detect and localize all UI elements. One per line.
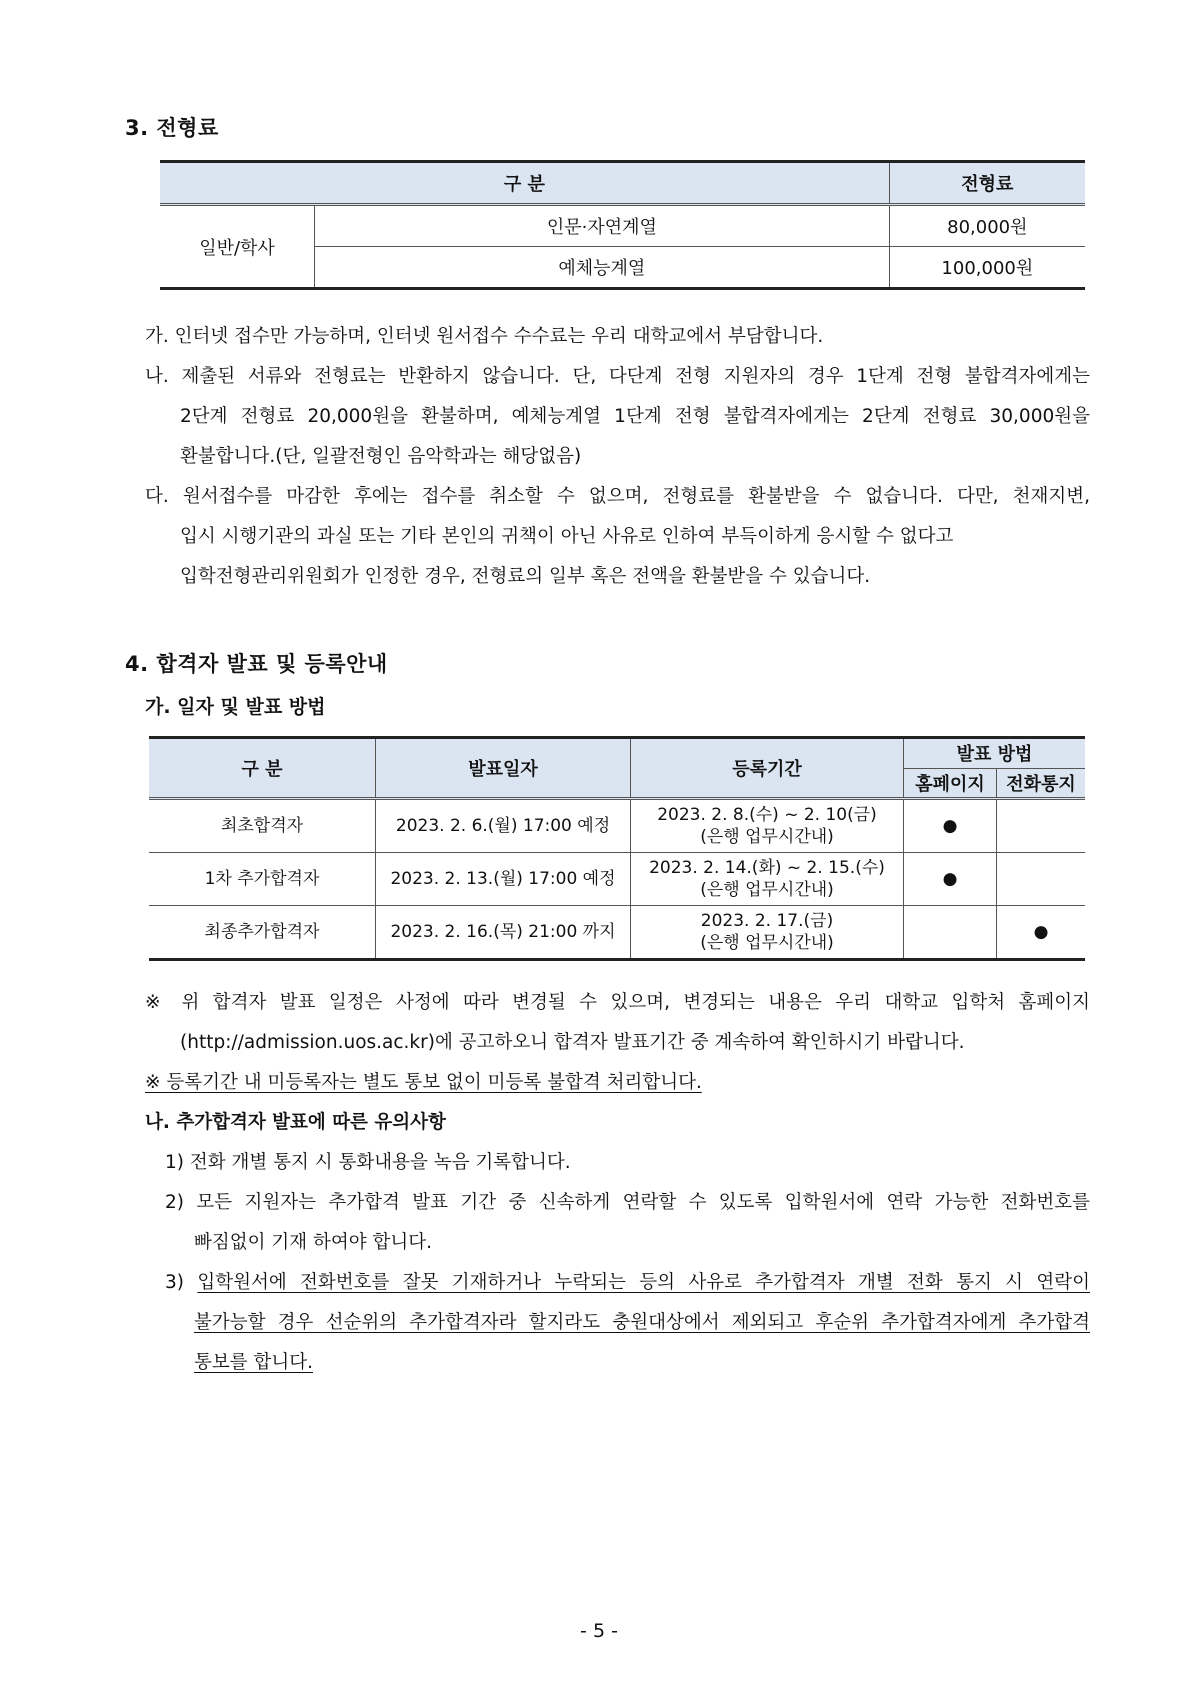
ann-header-date: 발표일자 bbox=[376, 738, 631, 799]
reg-note: (은행 업무시간내) bbox=[700, 827, 834, 847]
remark-text: (http://admission.uos.ac.kr)에 공고하오니 합격자 발표기간 중 계속하여 확인하시기 바랍니다. bbox=[180, 1032, 965, 1053]
note-a bbox=[145, 317, 1090, 357]
ann-header-category: 구 분 bbox=[149, 738, 376, 799]
note-text: 제출된 서류와 전형료는 반환하지 않습니다. 단, 다단계 전형 지원자의 경우 1단계 전형 불합격자에게는 bbox=[181, 366, 1090, 387]
item-text: 모든 지원자는 추가합격 발표 기간 중 신속하게 연락할 수 있도록 입학원서에 연락 가능한 전화번호를 bbox=[196, 1192, 1090, 1213]
row-registration bbox=[631, 853, 904, 906]
fee-header-fee: 전형료 bbox=[889, 162, 1085, 205]
row-date: 2023. 2. 13.(월) 17:00 예정 bbox=[376, 853, 631, 906]
item-text: 불가능할 경우 선순위의 추가합격자라 할지라도 충원대상에서 제외되고 후순위 추가합격자에게 추가합격 bbox=[194, 1312, 1090, 1333]
row-category: 1차 추가합격자 bbox=[149, 853, 376, 906]
remarks bbox=[145, 983, 1090, 1383]
remark-schedule bbox=[145, 983, 1090, 1023]
item-3 bbox=[145, 1263, 1090, 1383]
reg-period: 2023. 2. 14.(화) ~ 2. 15.(수) bbox=[649, 858, 885, 878]
ann-header-phone: 전화통지 bbox=[997, 768, 1086, 799]
note-text: 입시 시행기관의 과실 또는 기타 본인의 귀책이 아닌 사유로 인하여 부득이하게 응시할 수 없다고 bbox=[180, 526, 954, 547]
fee-group-label: 일반/학사 bbox=[160, 205, 315, 289]
ann-header-method: 발표 방법 bbox=[904, 738, 1086, 769]
reg-note: (은행 업무시간내) bbox=[700, 880, 834, 900]
item-text: 빠짐없이 기재 하여야 합니다. bbox=[194, 1232, 432, 1253]
announcement-table bbox=[149, 736, 1085, 961]
section-4-heading: 4. 합격자 발표 및 등록안내 bbox=[125, 652, 388, 676]
item-text: 통보를 합니다. bbox=[194, 1352, 313, 1373]
section-3-heading: 3. 전형료 bbox=[125, 116, 219, 140]
note-marker: 가. bbox=[145, 326, 169, 347]
item-marker: 3) bbox=[165, 1272, 184, 1293]
note-b bbox=[145, 357, 1090, 477]
table-row bbox=[149, 906, 1085, 960]
row-date: 2023. 2. 16.(목) 21:00 까지 bbox=[376, 906, 631, 960]
note-text: 환불합니다.(단, 일괄전형인 음악학과는 해당없음) bbox=[180, 446, 582, 467]
item-text: 전화 개별 통지 시 통화내용을 녹음 기록합니다. bbox=[189, 1152, 571, 1173]
note-text: 인터넷 접수만 가능하며, 인터넷 원서접수 수수료는 우리 대학교에서 부담합니다. bbox=[174, 326, 824, 347]
note-text: 입학전형관리위원회가 인정한 경우, 전형료의 일부 혹은 전액을 환불받을 수 있습니다. bbox=[180, 566, 871, 587]
fee-row-field: 예체능계열 bbox=[315, 247, 890, 289]
table-row bbox=[149, 853, 1085, 906]
item-1 bbox=[145, 1143, 1090, 1183]
fee-notes bbox=[145, 317, 1090, 597]
homepage-mark: ● bbox=[904, 799, 997, 853]
remark-text: 위 합격자 발표 일정은 사정에 따라 변경될 수 있으며, 변경되는 내용은 우리 대학교 입학처 홈페이지 bbox=[181, 992, 1090, 1013]
reg-period: 2023. 2. 8.(수) ~ 2. 10(금) bbox=[657, 805, 877, 825]
fee-row-amount: 80,000원 bbox=[889, 205, 1085, 247]
table-row bbox=[149, 799, 1085, 853]
note-marker: 다. bbox=[145, 486, 169, 507]
fee-header-category: 구 분 bbox=[160, 162, 889, 205]
note-text: 원서접수를 마감한 후에는 접수를 취소할 수 없으며, 전형료를 환불받을 수 없습니다. 다만, 천재지변, bbox=[182, 486, 1090, 507]
page-number: - 5 - bbox=[580, 1620, 618, 1642]
remark-unregistered: ※ 등록기간 내 미등록자는 별도 통보 없이 미등록 불합격 처리합니다. bbox=[145, 1072, 702, 1093]
item-2 bbox=[145, 1183, 1090, 1263]
row-category: 최종추가합격자 bbox=[149, 906, 376, 960]
item-marker: 2) bbox=[165, 1192, 184, 1213]
homepage-mark bbox=[904, 906, 997, 960]
fee-row-amount: 100,000원 bbox=[941, 258, 1034, 279]
note-marker: 나. bbox=[145, 366, 169, 387]
phone-mark bbox=[997, 799, 1086, 853]
item-marker: 1) bbox=[165, 1152, 184, 1173]
ann-header-registration: 등록기간 bbox=[631, 738, 904, 799]
item-text: 입학원서에 전화번호를 잘못 기재하거나 누락되는 등의 사유로 추가합격자 개별 전화 통지 시 연락이 bbox=[197, 1272, 1090, 1293]
row-registration bbox=[631, 906, 904, 960]
homepage-mark: ● bbox=[904, 853, 997, 906]
phone-mark: ● bbox=[1033, 922, 1049, 942]
reg-note: (은행 업무시간내) bbox=[700, 933, 834, 953]
ann-header-homepage: 홈페이지 bbox=[904, 768, 997, 799]
row-date: 2023. 2. 6.(월) 17:00 예정 bbox=[376, 799, 631, 853]
row-category: 최초합격자 bbox=[149, 799, 376, 853]
remark-marker: ※ bbox=[145, 992, 169, 1013]
note-c bbox=[145, 477, 1090, 597]
fee-row-field: 인문·자연계열 bbox=[315, 205, 890, 247]
reg-period: 2023. 2. 17.(금) bbox=[700, 911, 834, 931]
subsection-b-heading: 나. 추가합격자 발표에 따른 유의사항 bbox=[145, 1112, 446, 1133]
note-text: 2단계 전형료 20,000원을 환불하며, 예체능계열 1단계 전형 불합격자에게는 2단계 전형료 30,000원을 bbox=[180, 406, 1090, 427]
row-registration bbox=[631, 799, 904, 853]
fee-table bbox=[160, 160, 1085, 290]
phone-mark bbox=[997, 853, 1086, 906]
subsection-a-heading: 가. 일자 및 발표 방법 bbox=[145, 696, 326, 718]
